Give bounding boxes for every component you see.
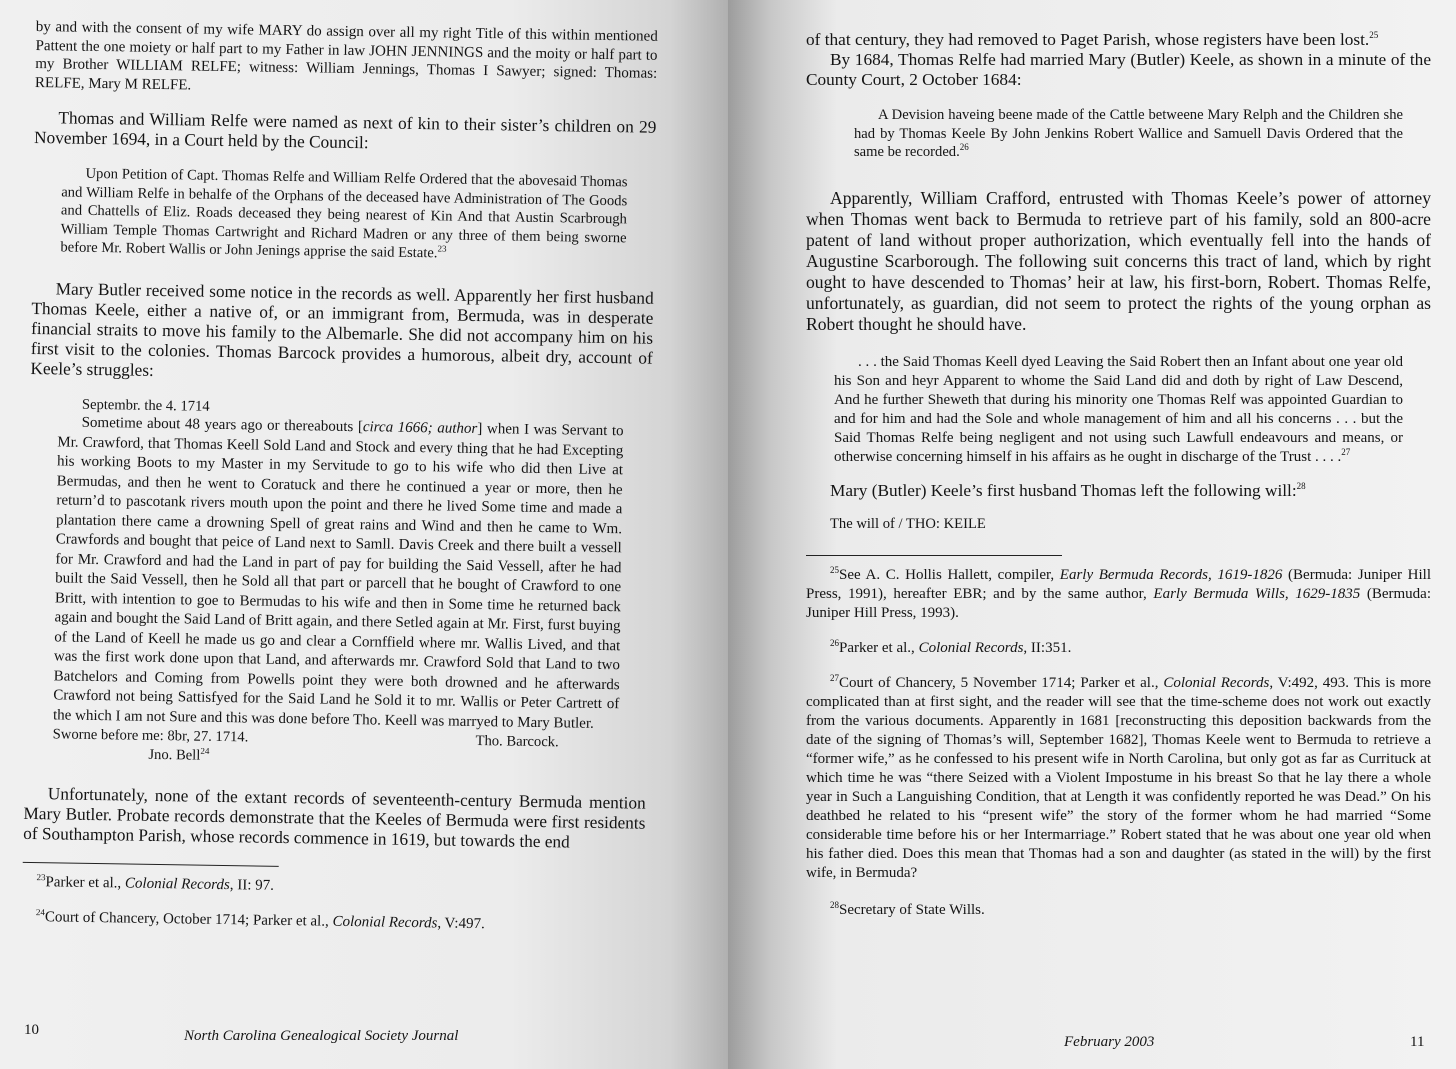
footnote-ref-23[interactable]: 23 — [437, 243, 447, 254]
chancery-suit-quote: . . . the Said Thomas Keell dyed Leaving the Said Robert then an Infant about one year old his Son and heyr Apparent to whome the Said Land did and doth by right of Law Descend, And he further Sheweth that during his minority one Thomas Relf was appointed Guardian to and for him and had the Sole and whole management of him and all his concerns . . . but the Said Thomas Relfe being negligent and not using such Lawfull endeavours and means, or otherwise concerning himself in his affairs as he ought in discharge of the Trust . . . .$^{27}$ — [834, 353, 1403, 465]
relfe-married-paragraph: By 1684, Thomas Relfe had married Mary (Butler) Keele, as shown in a minute of the County Court, 2 October 1684: — [806, 50, 1431, 89]
footnote-28: $^{28}$Secretary of State Wills. — [830, 900, 985, 918]
footnote-divider-right — [806, 555, 1062, 556]
footnote-ref-24[interactable]: 24 — [200, 745, 210, 756]
deposition-text: Sometime about 48 years ago or thereabouts [circa 1666; author] when I was Servant to Mr. Crawford, that Thomas Keell Sold Land and Stock and every thing that he had Excepting his working Boots to my Master in my Servitude to go to his wife who did then Live at Bermudas, and then he went to Coratuck and there he continued a year or more, then he return’d to pascotank rivers mouth upon the point and there he lived Some time and made a plantation there came a drowning Spell of great rains and Wind and then he came to Wm. Crawfords and bought that peice of Land next to Samll. Davis Creek and there built a vessell for Mr. Crawford and had the Land in part of pay for building the Said Vessell, after he had built the Said Vessell, then he Sold all that part or parcell that he bought of Crawford to one Britt, with intention to goe to Bermudas to his wife and then in Some time he returned back again and bought the Said Land of Britt again, and there Setled again at Mr. First, furst buying of the Land of Keell he made us go and clear a Cornffield where mr. Wallis Lived, and that was the first work done upon that Land, and afterwards mr. Crawford Sold that Land to two Batchelors and Coming from Powells point they were both drowned and he afterwards Crawford not being Sattisfyed for the Said Land he Sold it to mr. Wallis or Peter Cartrett of the which I am not Sure and this was done before Tho. Keell was marryed to Mary Butler. — [52, 414, 624, 732]
footnote-27: $^{27}$Court of Chancery, 5 November 1714; Parker et al., Colonial Records, V:492, 493. This is more complicated than at first sight, and the reader will see that the time-scheme does not work out exactly from the various documents. Apparently in 1681 [reconstructing this deposition backwards from the date of the signing of Thomas’s will, September 1682], Thomas Keele went to Bermuda to retrieve a “former wife,” as he confessed to his present wife in North Carolina, but only got as far as Currituck at which time he was “there Seized with a Violent Impostume in his breast So that he lay there a whole year in Such a Languishing Condition, that at Length it was confidently reported he was Dead.” On his deathbed he related to his “present wife” the story of the former whom he had married “Some considerable time before his or her Intermarriage.” Robert stated that he was about one year old when his father died. Does this mean that Thomas had a son and daughter (as stated in the will) by the first wife, in Bermuda? — [806, 673, 1431, 881]
relfe-next-of-kin-paragraph: Thomas and William Relfe were named as next of kin to their sister’s children on 29 November 1694, in a Court held by the Council: — [33, 108, 657, 153]
footnote-ref-25[interactable]: 25 — [1369, 30, 1379, 41]
will-intro-paragraph: Mary (Butler) Keele’s first husband Thomas left the following will:$^{28}$ — [830, 480, 1306, 500]
left-page-content — [22, 18, 658, 937]
jno-bell-line: Jno. Bell$^{24}$ — [148, 745, 210, 764]
council-petition-quote: Upon Petition of Capt. Thomas Relfe and William Relfe Ordered that the abovesaid Thomas and William Relfe in behalfe of the Orphans of the deceased have Administration of The Goods and Chattells of Eliz. Roads deceased they being nearest of Kin And that Austin Scarbrough William Temple Thomas Cartwright and Richard Madren or any three of them being sworne before Mr. Robert Wallis or John Jenings apprise the said Estate.$^{23}$ — [60, 165, 628, 262]
footnote-24: $^{24}$Court of Chancery, October 1714; Parker et al., Colonial Records, V:497. — [35, 907, 485, 933]
footnote-divider — [23, 862, 279, 867]
footnote-23: $^{23}$Parker et al., Colonial Records, II: 97. — [36, 872, 275, 894]
issue-date-footer: February 2003 — [1064, 1034, 1155, 1050]
sworn-line: Sworne before me: 8br, 27. 1714. — [52, 726, 249, 746]
right-page — [728, 0, 1456, 1069]
crafford-paragraph: Apparently, William Crafford, entrusted with Thomas Keele’s power of attorney when Thomas went back to Bermuda to retrieve part of his family, sold an 800-acre patent of land without proper authorization, which eventually fell into the hands of Augustine Scarborough. The following suit concerns this tract of land, which by right ought to have descended to Thomas’ heir at law, his first-born, Robert. Thomas Relfe, unfortunately, as guardian, did not seem to protect the rights of the young orphan as Robert thought he should have. — [806, 187, 1431, 334]
deposition-date: Septembr. the 4. 1714 — [81, 396, 210, 415]
right-page-content — [806, 30, 1431, 920]
bermuda-records-paragraph: Unfortunately, none of the extant records of seventeenth-century Bermuda mention Mary Butler. Probate records demonstrate that the Keeles of Bermuda were first residents of Southampton Parish, whose records commence in 1619, but towards the end — [23, 784, 646, 852]
footnote-26: $^{26}$Parker et al., Colonial Records, II:351. — [830, 638, 1072, 656]
footnote-ref-28[interactable]: 28 — [1296, 480, 1306, 491]
paget-parish-paragraph: of that century, they had removed to Paget Parish, whose registers have been lost.$^{25}$ — [806, 30, 1379, 49]
barcock-signature: Tho. Barcock. — [475, 732, 559, 751]
mary-butler-paragraph: Mary Butler received some notice in the records as well. Apparently her first husband Thomas Keele, either a native of, or an immigrant from, Bermuda, was in desperate financial straits to move his family to the Albemarle. She did not accompany him on his first visit to the colonies. Thomas Barcock provides a humorous, albeit dry, account of Keele’s struggles: — [30, 278, 654, 380]
barcock-deposition-quote — [52, 395, 624, 771]
will-title-line: The will of / THO: KEILE — [830, 515, 986, 532]
page-number-left: 10 — [24, 1022, 39, 1038]
footnote-25: $^{25}$See A. C. Hollis Hallett, compiler, Early Bermuda Records, 1619-1826 (Bermuda: Juniper Hill Press, 1991), hereafter EBR; and by the same author, Early Bermuda Wills, 1629-1835 (Bermuda: Juniper Hill Press, 1993). — [806, 565, 1432, 621]
footnote-ref-26[interactable]: 26 — [959, 142, 969, 153]
cattle-division-quote: A Devision haveing beene made of the Cattle betweene Mary Relph and the Children she had by Thomas Keele By John Jenkins Robert Wallice and Samuell Davis Ordered that the same be recorded.$^{26}$ — [854, 107, 1403, 160]
footnote-ref-27[interactable]: 27 — [1341, 446, 1351, 457]
page-number-right: 11 — [1410, 1034, 1425, 1050]
journal-title-footer: North Carolina Genealogical Society Journal — [184, 1028, 459, 1044]
top-deed-quote: by and with the consent of my wife MARY do assign over all my right Title of this within mentioned Pattent the one moiety or half part to my Father in law JOHN JENNINGS and the moity or half part to my Brother WILLIAM RELFE; witness: William Jennings, Thomas I Sawyer; signed: Thomas: RELFE, Mary M RELFE. — [34, 18, 658, 93]
